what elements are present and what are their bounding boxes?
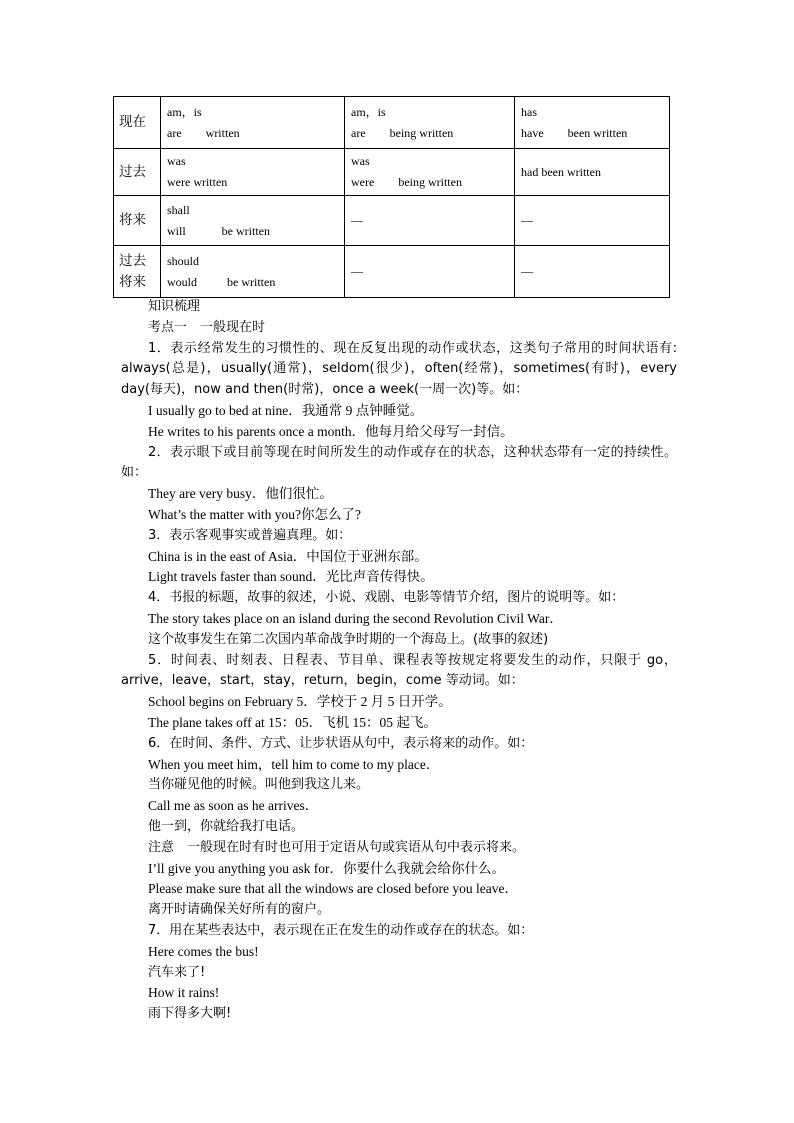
table-cell: — [345, 196, 515, 246]
rule-paragraph: 1．表示经常发生的习惯性的、现在反复出现的动作或状态，这类句子常用的时间状语有: always(总是)，usually(通常)，seldom(很少)，often(经常)，sometimes(有时)，every day(每天)，now and then(时常)，once a week(一周一次)等。如： [121, 340, 682, 398]
example-sentence: I usually go to bed at nine．我通常 9 点钟睡觉。 [148, 402, 424, 418]
table-row [114, 97, 670, 149]
row-label-past-future: 过去 将来 [114, 246, 161, 298]
example-sentence: When you meet him，tell him to come to my place． [148, 756, 440, 772]
example-sentence: Call me as soon as he arrives． [148, 798, 319, 814]
example-sentence: The story takes place on an island during the second Revolution Civil War． [148, 610, 563, 626]
row-label-future: 将来 [114, 196, 161, 246]
example-translation: 当你碰见他的时候。叫他到我这儿来。 [148, 777, 370, 793]
table-cell: was were written [161, 149, 345, 196]
example-sentence: Here comes the bus! [148, 943, 259, 959]
section-heading: 知识梳理 [148, 299, 201, 314]
table-cell: shall will be written [161, 196, 345, 246]
table-cell: has have been written [515, 97, 670, 149]
note-paragraph: 注意 一般现在时有时也可用于定语从句或宾语从句中表示将来。 [148, 839, 526, 855]
example-translation: 离开时请确保关好所有的窗户。 [148, 902, 331, 918]
table-cell: had been written [515, 149, 670, 196]
section-subheading: 考点一 一般现在时 [148, 319, 266, 335]
example-sentence: What’s the matter with you?你怎么了? [148, 506, 361, 522]
table-row [114, 246, 670, 298]
rule-paragraph: 3．表示客观事实或普遍真理。如： [148, 527, 352, 543]
rule-paragraph: 2．表示眼下或目前等现在时间所发生的动作或存在的状态，这种状态带有一定的持续性。如： [121, 444, 677, 481]
row-label-present: 现在 [114, 97, 161, 149]
passive-voice-tense-table [113, 96, 670, 298]
rule-paragraph: 6．在时间、条件、方式、让步状语从句中，表示将来的动作。如： [148, 735, 534, 751]
table-cell: am，is are being written [345, 97, 515, 149]
table-cell: am，is are written [161, 97, 345, 149]
rule-paragraph: 4．书报的标题，故事的叙述，小说、戏剧、电影等情节介绍，图片的说明等。如： [148, 590, 625, 606]
row-label-past: 过去 [114, 149, 161, 196]
example-sentence: Light travels faster than sound．光比声音传得快。 [148, 569, 434, 585]
table-row [114, 149, 670, 196]
document-body [121, 297, 682, 1025]
rule-paragraph: 7．用在某些表达中，表示现在正在发生的动作或存在的状态。如： [148, 922, 534, 938]
example-translation: 他一到，你就给我打电话。 [148, 818, 305, 834]
table-cell: — [345, 246, 515, 298]
example-sentence: The plane takes off at 15：05．飞机 15：05 起飞。 [148, 714, 437, 730]
table-row [114, 196, 670, 246]
example-sentence: They are very busy．他们很忙。 [148, 486, 333, 502]
table-cell: should would be written [161, 246, 345, 298]
example-sentence: He writes to his parents once a month．他每月给父母写一封信。 [148, 423, 514, 439]
table-cell: — [515, 246, 670, 298]
example-sentence: I’ll give you anything you ask for．你要什么我就会给你什么。 [148, 860, 505, 876]
example-translation: 雨下得多大啊! [148, 1006, 232, 1022]
rule-paragraph: 5．时间表、时刻表、日程表、节目单、课程表等按规定将要发生的动作，只限于 go，arrive，leave，start，stay，return，begin，come 等动词。如： [121, 652, 677, 689]
example-translation: 这个故事发生在第二次国内革命战争时期的一个海岛上。(故事的叙述) [148, 631, 549, 647]
example-sentence: School begins on February 5．学校于 2 月 5 日开学。 [148, 694, 452, 710]
table-cell: — [515, 196, 670, 246]
example-sentence: China is in the east of Asia．中国位于亚洲东部。 [148, 548, 428, 564]
example-translation: 汽车来了! [148, 964, 206, 980]
example-sentence: Please make sure that all the windows are closed before you leave． [148, 881, 518, 897]
example-sentence: How it rains! [148, 985, 220, 1001]
table-cell: was were being written [345, 149, 515, 196]
